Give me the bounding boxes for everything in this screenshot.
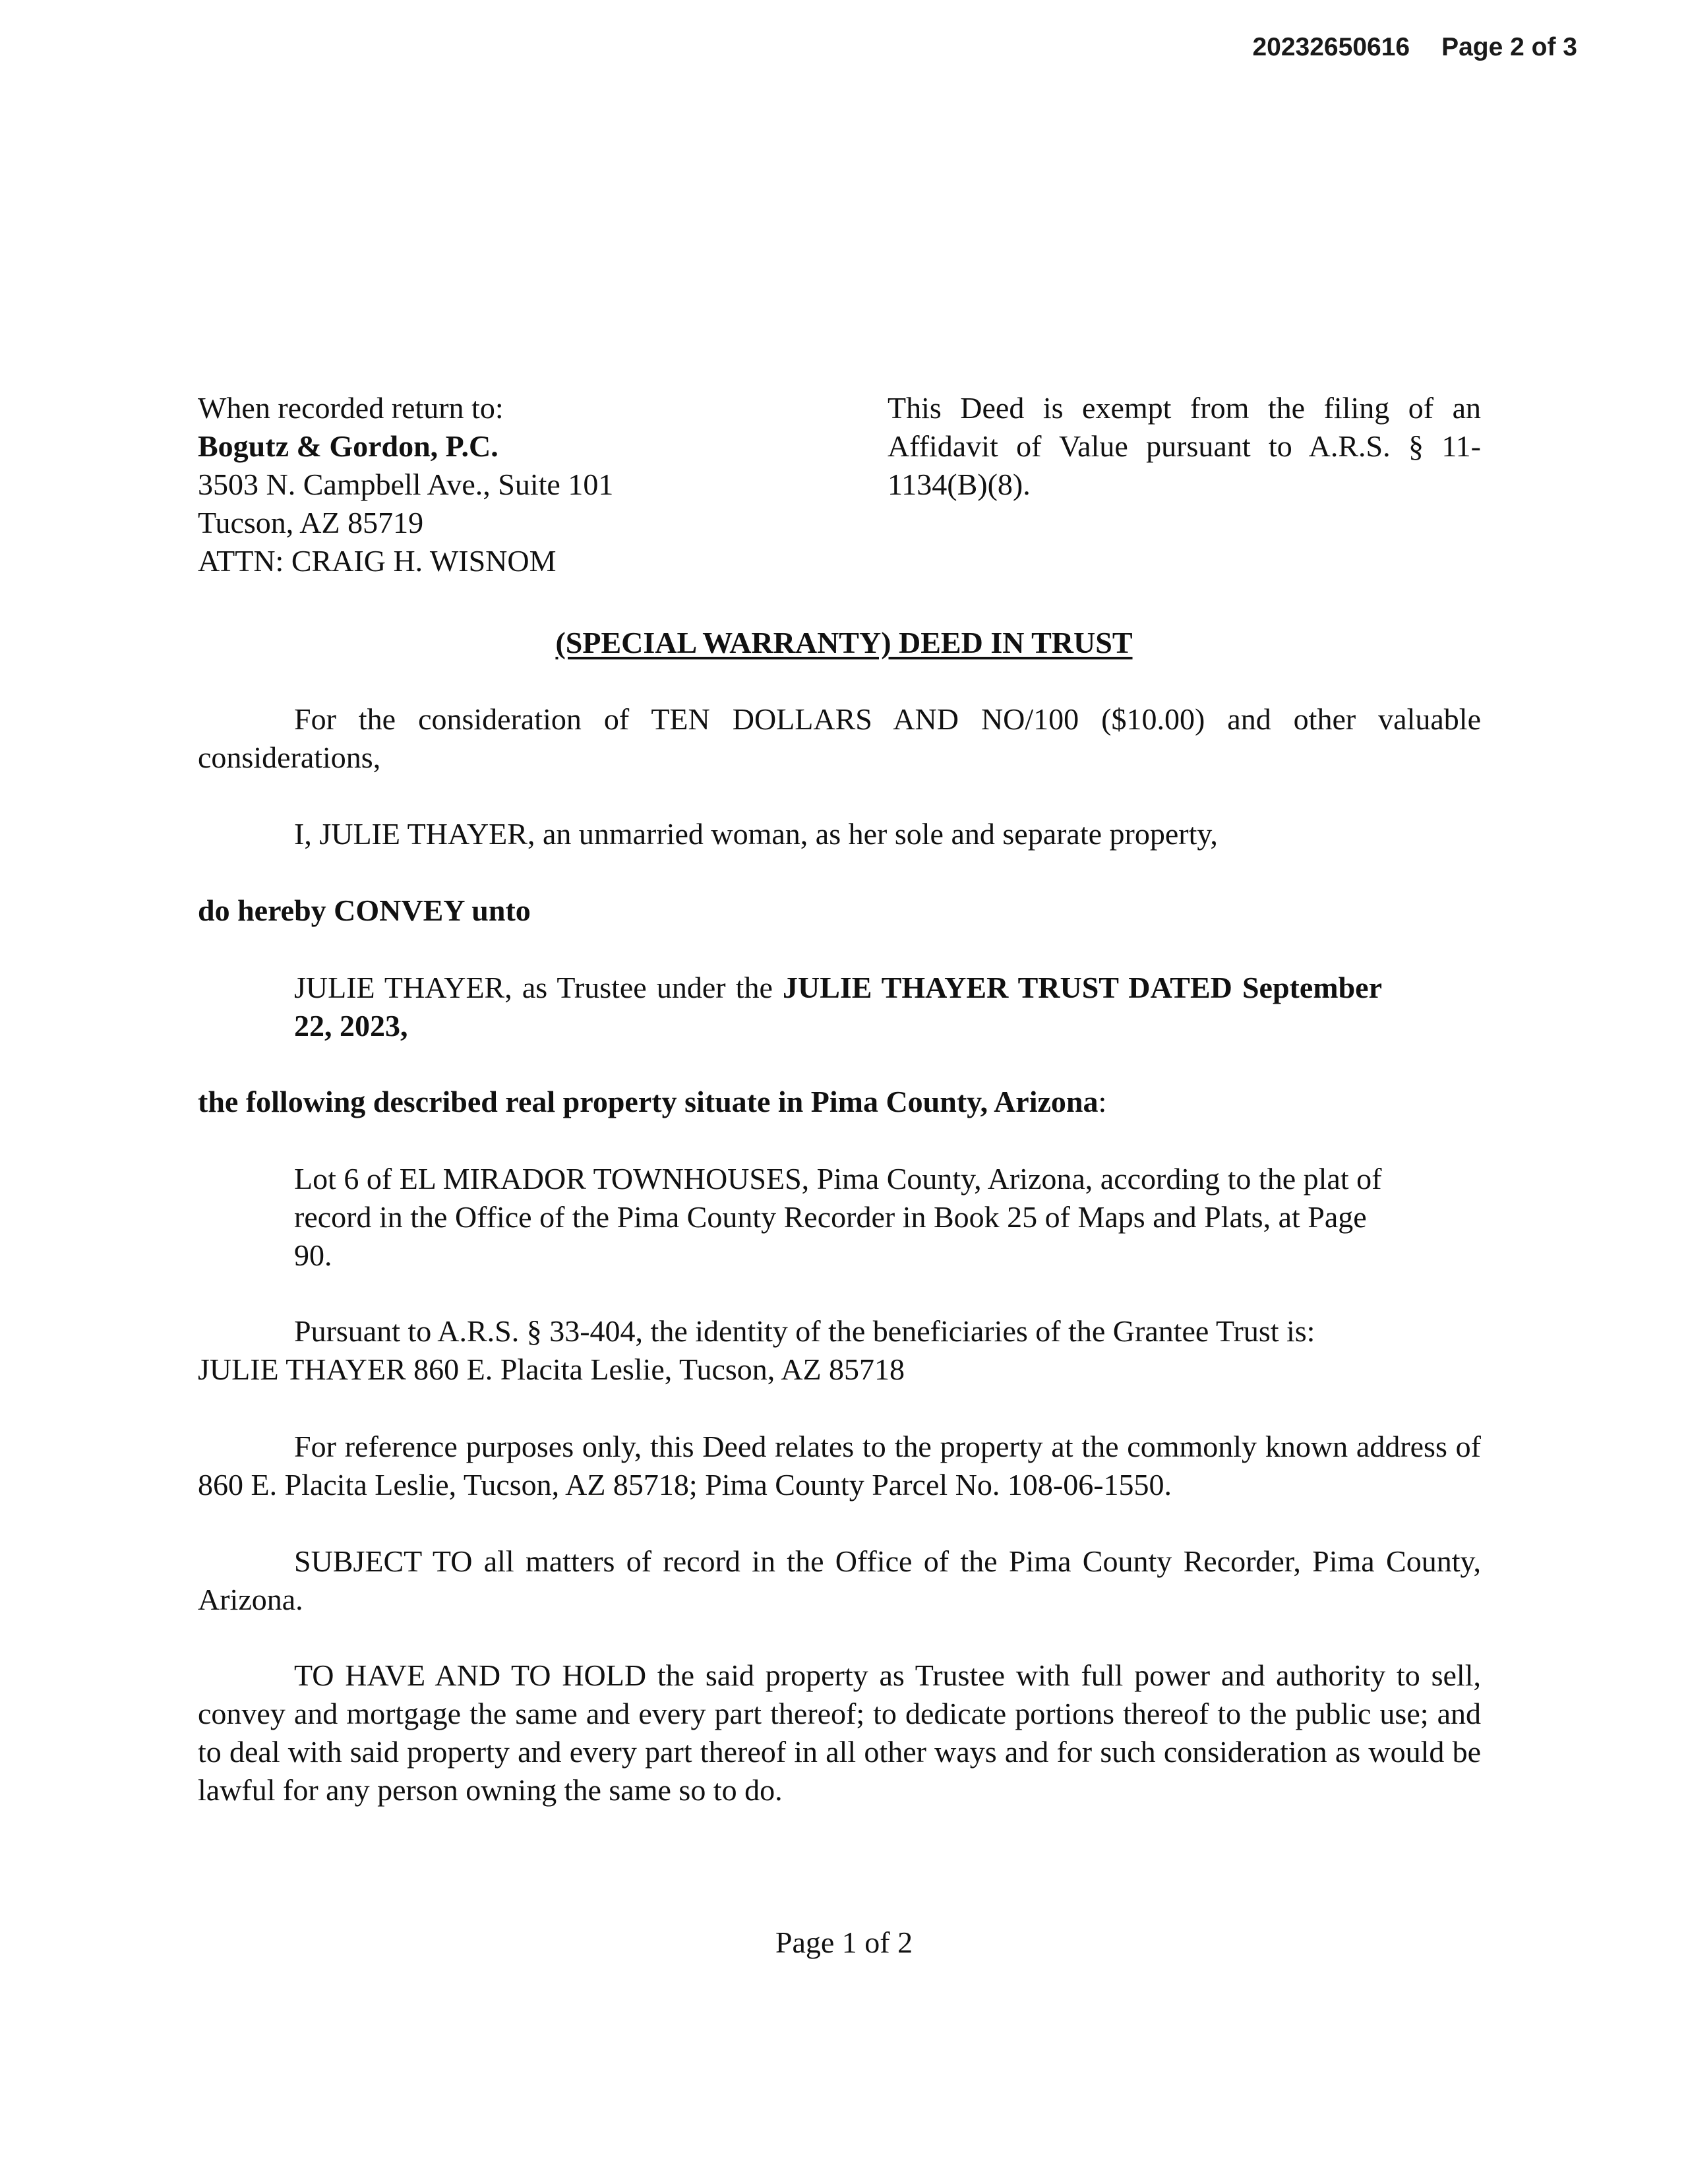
trust-name: JULIE THAYER TRUST DATED September 22, 2023, xyxy=(294,971,1382,1043)
beneficiaries-paragraph xyxy=(198,1312,1481,1389)
grantor-paragraph: I, JULIE THAYER, an unmarried woman, as her sole and separate property, xyxy=(294,817,1218,851)
attention-line: ATTN: CRAIG H. WISNOM xyxy=(198,544,557,578)
document-number: 20232650616 xyxy=(1252,33,1410,61)
return-label: When recorded return to: xyxy=(198,391,504,425)
property-heading xyxy=(198,1083,1481,1121)
law-firm-name: Bogutz & Gordon, P.C. xyxy=(198,429,498,463)
habendum-paragraph: TO HAVE AND TO HOLD the said property as Trustee with full power and authority to sell, convey and mortgage the same and every part thereof; to dedicate portions thereof to the public use; and to deal with said property and every part thereof in all other ways and for such consideration as would be lawful for any person owning the same so to do. xyxy=(198,1658,1481,1807)
page-indicator: Page 2 of 3 xyxy=(1441,33,1577,61)
legal-description: Lot 6 of EL MIRADOR TOWNHOUSES, Pima County, Arizona, according to the plat of record in the Office of the Pima County Recorder in Book 25 of Maps and Plats, at Page 90. xyxy=(294,1162,1382,1272)
property-heading-text: the following described real property situate in Pima County, Arizona xyxy=(198,1085,1099,1118)
grantee-paragraph xyxy=(294,969,1382,1045)
exemption-note: This Deed is exempt from the filing of an Affidavit of Value pursuant to A.R.S. § 11-1134(B)(8). xyxy=(888,391,1481,501)
page-footer: Page 1 of 2 xyxy=(775,1926,913,1959)
beneficiaries-line2: JULIE THAYER 860 E. Placita Leslie, Tucson, AZ 85718 xyxy=(198,1352,905,1386)
firm-address-line1: 3503 N. Campbell Ave., Suite 101 xyxy=(198,468,614,501)
grantee-prefix: JULIE THAYER, as Trustee under the xyxy=(294,971,783,1004)
beneficiaries-line1: Pursuant to A.R.S. § 33-404, the identity of the beneficiaries of the Grantee Trust is: xyxy=(294,1314,1315,1348)
reference-paragraph: For reference purposes only, this Deed relates to the property at the commonly known address of 860 E. Placita Leslie, Tucson, AZ 85718; Pima County Parcel No. 108-06-1550. xyxy=(198,1430,1481,1502)
firm-address-line2: Tucson, AZ 85719 xyxy=(198,506,424,539)
return-address-block xyxy=(198,389,857,580)
convey-heading: do hereby CONVEY unto xyxy=(198,894,531,927)
property-heading-suffix: : xyxy=(1098,1085,1107,1118)
deed-title: (SPECIAL WARRANTY) DEED IN TRUST xyxy=(555,626,1133,659)
recording-stamp xyxy=(1252,33,1577,62)
consideration-paragraph: For the consideration of TEN DOLLARS AND NO/100 ($10.00) and other valuable considerations, xyxy=(198,702,1481,774)
subject-to-paragraph: SUBJECT TO all matters of record in the Office of the Pima County Recorder, Pima County, Arizona. xyxy=(198,1544,1481,1616)
